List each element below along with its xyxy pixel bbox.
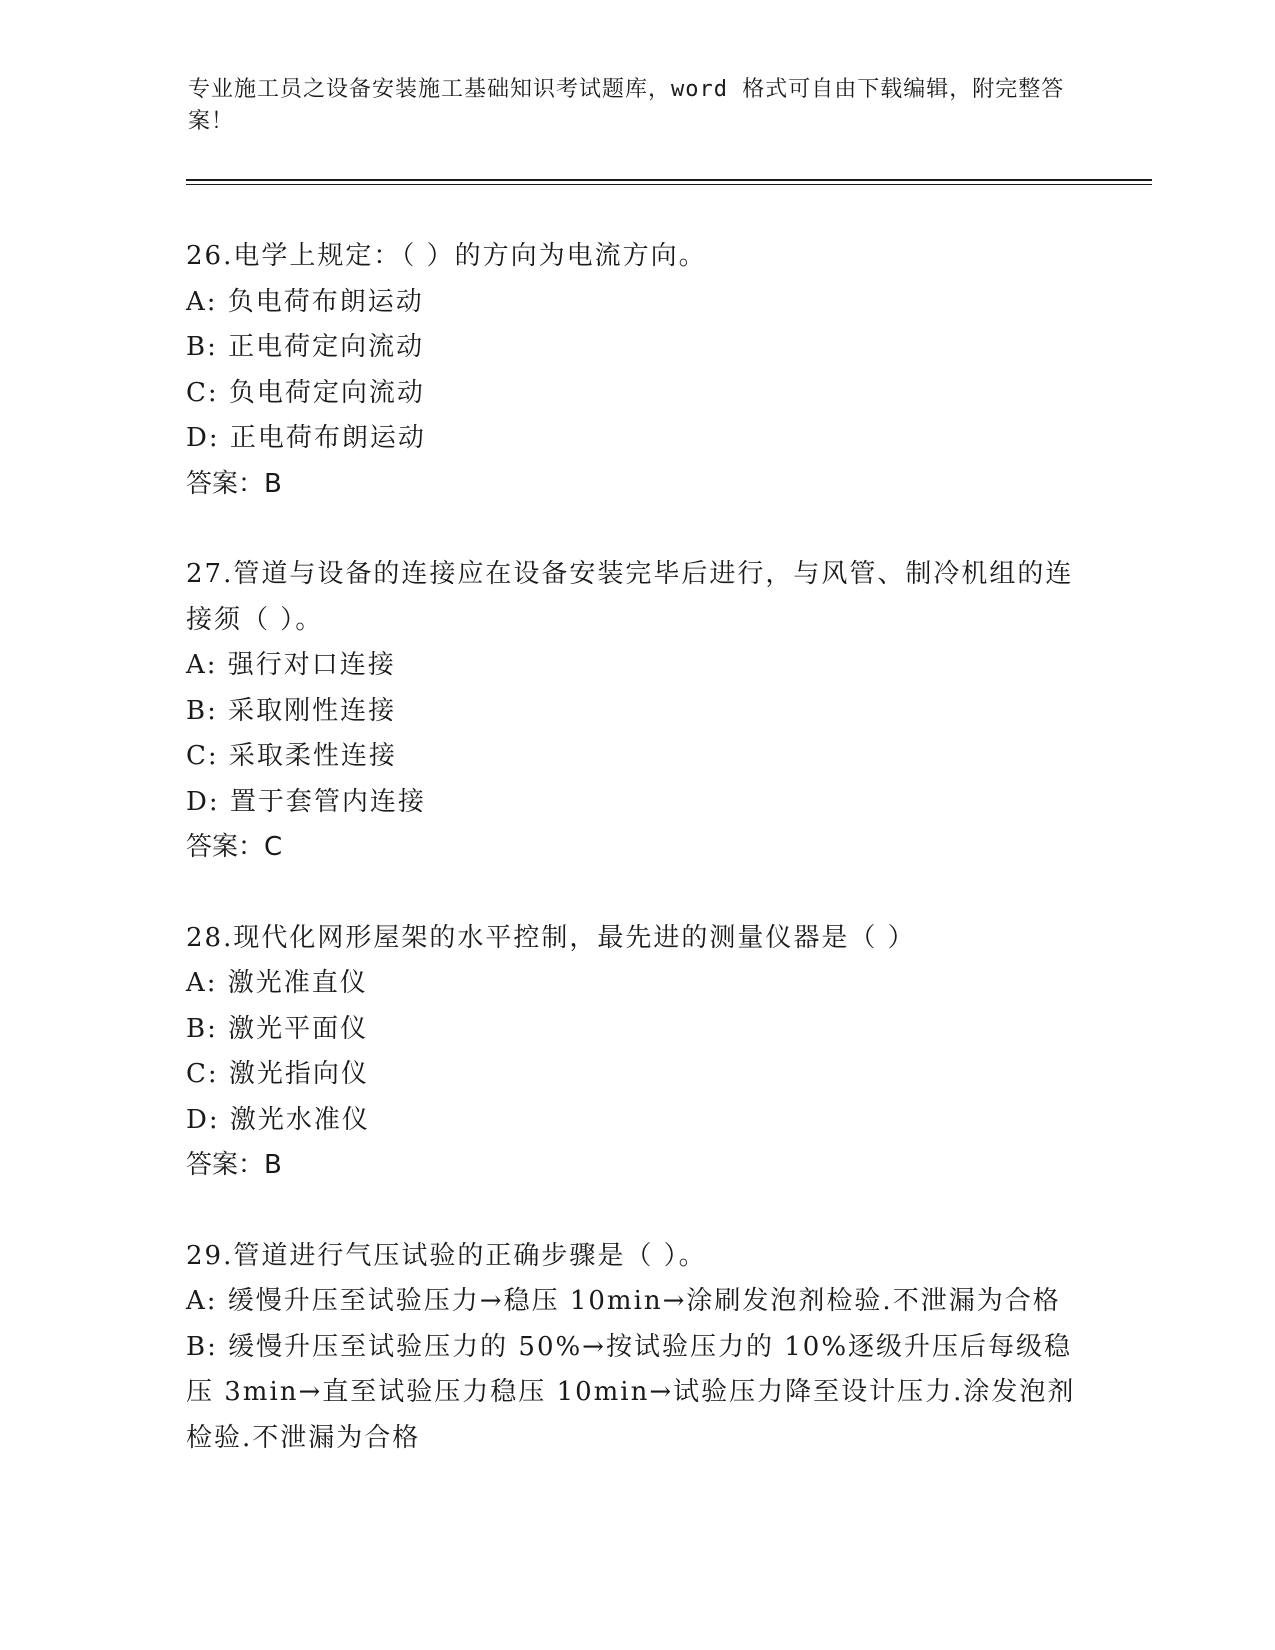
header-divider-top	[186, 179, 1152, 181]
option-c: C: 采取柔性连接	[186, 741, 397, 771]
question-26	[186, 234, 1086, 507]
option-a: A: 缓慢升压至试验压力→稳压 10min→涂刷发泡剂检验.不泄漏为合格	[186, 1286, 1061, 1316]
option-a: A: 强行对口连接	[186, 650, 396, 680]
question-29	[186, 1234, 1086, 1462]
header-divider-bottom	[186, 184, 1152, 185]
answer: 答案：B	[186, 468, 282, 499]
option-d: D: 激光水准仪	[186, 1104, 370, 1135]
option-a: A: 激光准直仪	[186, 968, 368, 998]
question-list	[186, 234, 1086, 1506]
question-stem: 29.管道进行气压试验的正确步骤是（ ）。	[186, 1240, 707, 1271]
answer: 答案：B	[186, 1150, 282, 1180]
option-b: B: 缓慢升压至试验压力的 50%→按试验压力的 10%逐级升压后每级稳压 3min→直至试验压力稳压 10min→试验压力降至设计压力.涂发泡剂检验.不泄漏为合格	[186, 1331, 1076, 1453]
question-stem: 26.电学上规定：（ ）的方向为电流方向。	[186, 241, 707, 271]
option-d: D: 正电荷布朗运动	[186, 423, 426, 453]
question-27	[186, 552, 1086, 871]
option-b: B: 采取刚性连接	[186, 695, 397, 726]
answer: 答案：C	[186, 832, 283, 862]
question-28	[186, 916, 1086, 1189]
document-header-description: 专业施工员之设备安装施工基础知识考试题库，word 格式可自由下载编辑，附完整答案！	[188, 77, 1065, 134]
option-a: A: 负电荷布朗运动	[186, 286, 424, 317]
option-c: C: 激光指向仪	[186, 1059, 369, 1089]
option-c: C: 负电荷定向流动	[186, 377, 425, 408]
question-stem: 28.现代化网形屋架的水平控制，最先进的测量仪器是（ ）	[186, 922, 916, 953]
option-b: B: 正电荷定向流动	[186, 332, 425, 362]
option-b: B: 激光平面仪	[186, 1013, 369, 1044]
question-stem: 27.管道与设备的连接应在设备安装完毕后进行，与风管、制冷机组的连接须（ ）。	[186, 559, 1074, 635]
option-d: D: 置于套管内连接	[186, 786, 426, 817]
